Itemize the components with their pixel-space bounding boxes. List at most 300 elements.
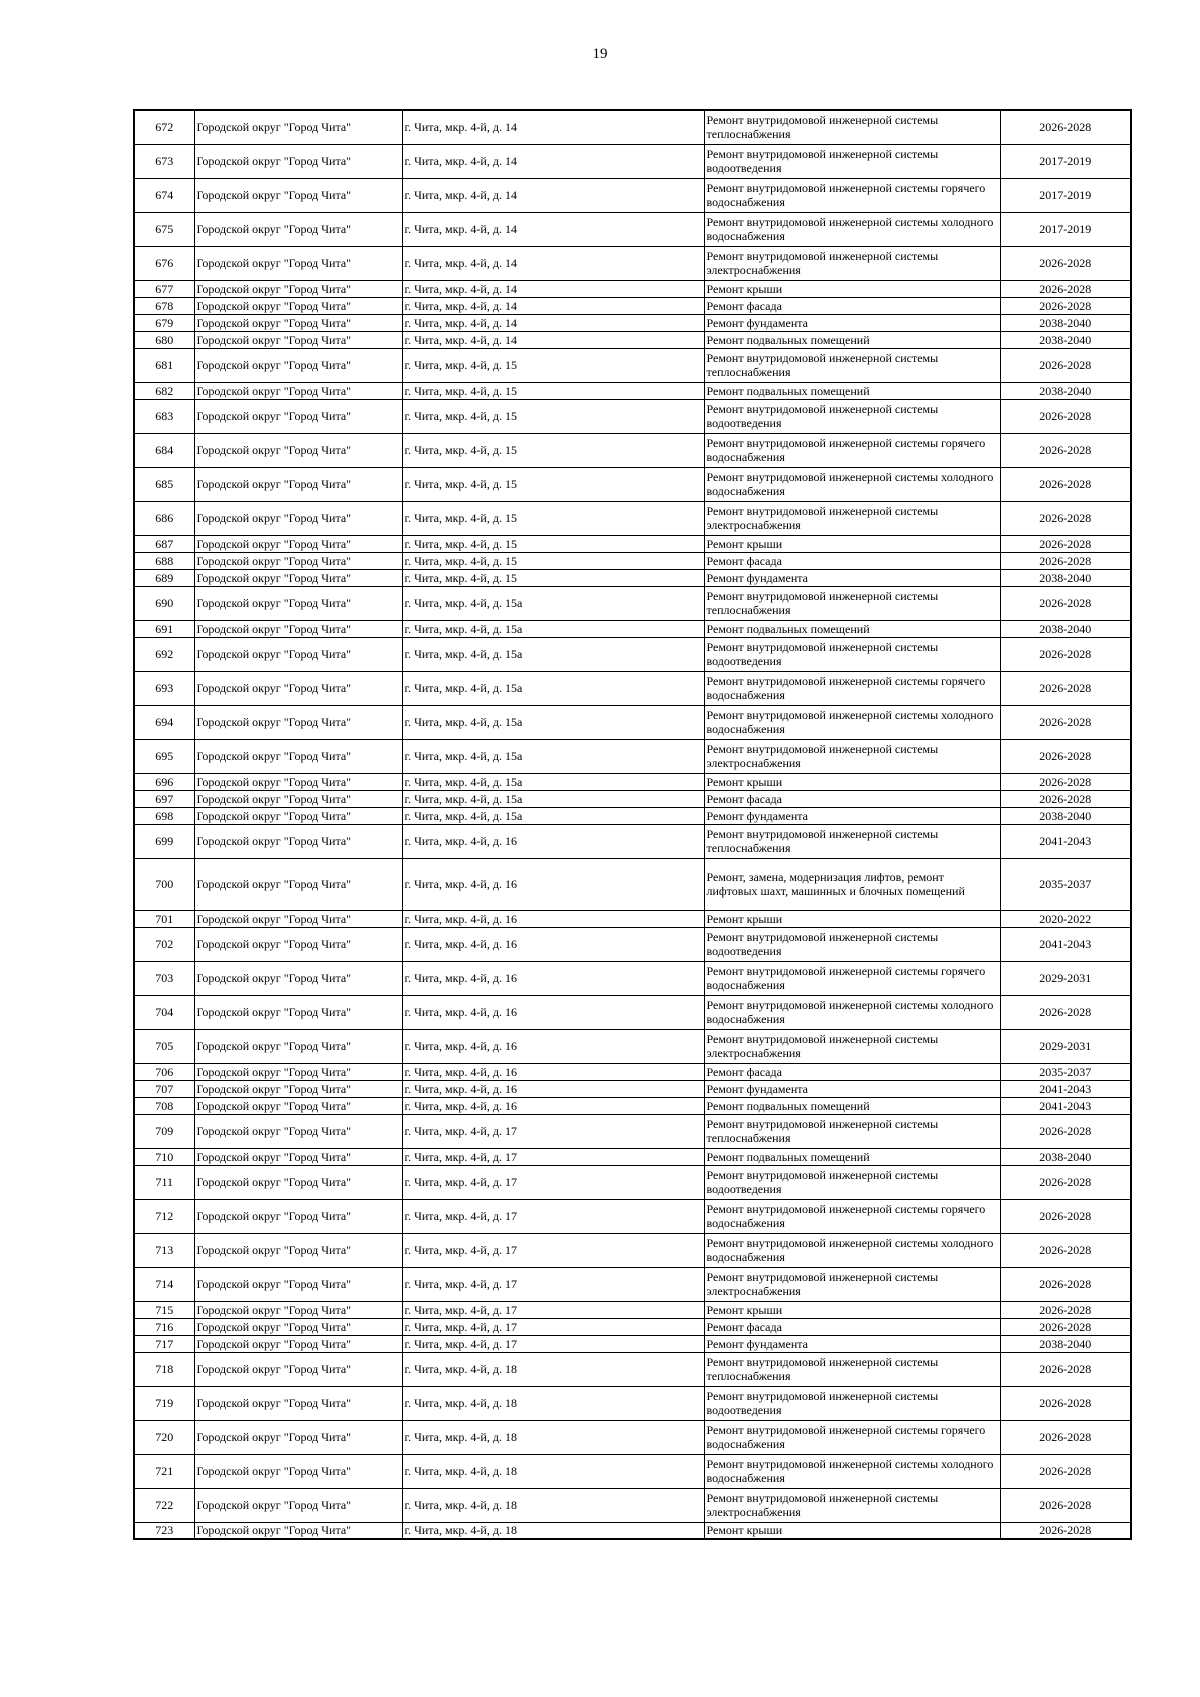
work-type-cell: Ремонт внутридомовой инженерной системы электроснабжения bbox=[704, 1488, 1000, 1522]
address-cell: г. Чита, мкр. 4-й, д. 14 bbox=[402, 212, 704, 246]
municipality-cell: Городской округ "Город Чита" bbox=[194, 144, 402, 178]
row-number-cell: 699 bbox=[134, 824, 194, 858]
work-type-cell: Ремонт крыши bbox=[704, 1522, 1000, 1539]
municipality-cell: Городской округ "Город Чита" bbox=[194, 807, 402, 824]
municipality-cell: Городской округ "Город Чита" bbox=[194, 739, 402, 773]
table-row bbox=[134, 1522, 1131, 1539]
period-cell: 2026-2028 bbox=[1000, 297, 1131, 314]
row-number-cell: 718 bbox=[134, 1352, 194, 1386]
period-cell: 2026-2028 bbox=[1000, 586, 1131, 620]
address-cell: г. Чита, мкр. 4-й, д. 14 bbox=[402, 110, 704, 144]
table-row bbox=[134, 382, 1131, 399]
address-cell: г. Чита, мкр. 4-й, д. 14 bbox=[402, 297, 704, 314]
period-cell: 2038-2040 bbox=[1000, 331, 1131, 348]
table-row bbox=[134, 348, 1131, 382]
period-cell: 2041-2043 bbox=[1000, 1097, 1131, 1114]
period-cell: 2026-2028 bbox=[1000, 1114, 1131, 1148]
period-cell: 2038-2040 bbox=[1000, 1335, 1131, 1352]
work-type-cell: Ремонт фасада bbox=[704, 297, 1000, 314]
municipality-cell: Городской округ "Город Чита" bbox=[194, 178, 402, 212]
municipality-cell: Городской округ "Город Чита" bbox=[194, 1488, 402, 1522]
address-cell: г. Чита, мкр. 4-й, д. 14 bbox=[402, 246, 704, 280]
address-cell: г. Чита, мкр. 4-й, д. 15а bbox=[402, 620, 704, 637]
municipality-cell: Городской округ "Город Чита" bbox=[194, 246, 402, 280]
address-cell: г. Чита, мкр. 4-й, д. 15а bbox=[402, 705, 704, 739]
work-type-cell: Ремонт внутридомовой инженерной системы холодного водоснабжения bbox=[704, 467, 1000, 501]
row-number-cell: 714 bbox=[134, 1267, 194, 1301]
work-type-cell: Ремонт крыши bbox=[704, 535, 1000, 552]
table-row bbox=[134, 280, 1131, 297]
work-type-cell: Ремонт фасада bbox=[704, 552, 1000, 569]
work-type-cell: Ремонт внутридомовой инженерной системы теплоснабжения bbox=[704, 586, 1000, 620]
period-cell: 2038-2040 bbox=[1000, 807, 1131, 824]
work-type-cell: Ремонт внутридомовой инженерной системы горячего водоснабжения bbox=[704, 961, 1000, 995]
municipality-cell: Городской округ "Город Чита" bbox=[194, 1522, 402, 1539]
row-number-cell: 673 bbox=[134, 144, 194, 178]
address-cell: г. Чита, мкр. 4-й, д. 18 bbox=[402, 1454, 704, 1488]
period-cell: 2017-2019 bbox=[1000, 178, 1131, 212]
table-row bbox=[134, 671, 1131, 705]
row-number-cell: 682 bbox=[134, 382, 194, 399]
period-cell: 2029-2031 bbox=[1000, 961, 1131, 995]
row-number-cell: 694 bbox=[134, 705, 194, 739]
row-number-cell: 700 bbox=[134, 858, 194, 910]
table-row bbox=[134, 739, 1131, 773]
period-cell: 2026-2028 bbox=[1000, 790, 1131, 807]
table-row bbox=[134, 927, 1131, 961]
row-number-cell: 717 bbox=[134, 1335, 194, 1352]
period-cell: 2041-2043 bbox=[1000, 824, 1131, 858]
work-type-cell: Ремонт внутридомовой инженерной системы электроснабжения bbox=[704, 1267, 1000, 1301]
municipality-cell: Городской округ "Город Чита" bbox=[194, 705, 402, 739]
table-row bbox=[134, 1301, 1131, 1318]
row-number-cell: 683 bbox=[134, 399, 194, 433]
address-cell: г. Чита, мкр. 4-й, д. 16 bbox=[402, 1097, 704, 1114]
table-row bbox=[134, 467, 1131, 501]
municipality-cell: Городской округ "Город Чита" bbox=[194, 382, 402, 399]
period-cell: 2017-2019 bbox=[1000, 212, 1131, 246]
work-type-cell: Ремонт внутридомовой инженерной системы горячего водоснабжения bbox=[704, 1420, 1000, 1454]
table-row bbox=[134, 910, 1131, 927]
address-cell: г. Чита, мкр. 4-й, д. 14 bbox=[402, 331, 704, 348]
address-cell: г. Чита, мкр. 4-й, д. 15 bbox=[402, 433, 704, 467]
work-type-cell: Ремонт внутридомовой инженерной системы водоотведения bbox=[704, 144, 1000, 178]
municipality-cell: Городской округ "Город Чита" bbox=[194, 1386, 402, 1420]
row-number-cell: 678 bbox=[134, 297, 194, 314]
address-cell: г. Чита, мкр. 4-й, д. 16 bbox=[402, 995, 704, 1029]
address-cell: г. Чита, мкр. 4-й, д. 15а bbox=[402, 671, 704, 705]
work-type-cell: Ремонт внутридомовой инженерной системы холодного водоснабжения bbox=[704, 212, 1000, 246]
row-number-cell: 697 bbox=[134, 790, 194, 807]
table-row bbox=[134, 1488, 1131, 1522]
period-cell: 2026-2028 bbox=[1000, 467, 1131, 501]
municipality-cell: Городской округ "Город Чита" bbox=[194, 824, 402, 858]
address-cell: г. Чита, мкр. 4-й, д. 18 bbox=[402, 1522, 704, 1539]
row-number-cell: 674 bbox=[134, 178, 194, 212]
address-cell: г. Чита, мкр. 4-й, д. 18 bbox=[402, 1488, 704, 1522]
municipality-cell: Городской округ "Город Чита" bbox=[194, 280, 402, 297]
table-row bbox=[134, 212, 1131, 246]
row-number-cell: 672 bbox=[134, 110, 194, 144]
municipality-cell: Городской округ "Город Чита" bbox=[194, 314, 402, 331]
address-cell: г. Чита, мкр. 4-й, д. 17 bbox=[402, 1233, 704, 1267]
row-number-cell: 715 bbox=[134, 1301, 194, 1318]
table-row bbox=[134, 1199, 1131, 1233]
municipality-cell: Городской округ "Город Чита" bbox=[194, 586, 402, 620]
period-cell: 2026-2028 bbox=[1000, 535, 1131, 552]
table-row bbox=[134, 433, 1131, 467]
municipality-cell: Городской округ "Город Чита" bbox=[194, 1318, 402, 1335]
table-body bbox=[134, 110, 1131, 1539]
table-row bbox=[134, 1063, 1131, 1080]
municipality-cell: Городской округ "Город Чита" bbox=[194, 961, 402, 995]
row-number-cell: 693 bbox=[134, 671, 194, 705]
work-type-cell: Ремонт крыши bbox=[704, 280, 1000, 297]
address-cell: г. Чита, мкр. 4-й, д. 16 bbox=[402, 961, 704, 995]
municipality-cell: Городской округ "Город Чита" bbox=[194, 1233, 402, 1267]
address-cell: г. Чита, мкр. 4-й, д. 15 bbox=[402, 382, 704, 399]
table-row bbox=[134, 1097, 1131, 1114]
municipality-cell: Городской округ "Город Чита" bbox=[194, 110, 402, 144]
period-cell: 2026-2028 bbox=[1000, 1199, 1131, 1233]
row-number-cell: 680 bbox=[134, 331, 194, 348]
table-row bbox=[134, 773, 1131, 790]
municipality-cell: Городской округ "Город Чита" bbox=[194, 858, 402, 910]
work-type-cell: Ремонт внутридомовой инженерной системы теплоснабжения bbox=[704, 824, 1000, 858]
work-type-cell: Ремонт крыши bbox=[704, 910, 1000, 927]
table-row bbox=[134, 1233, 1131, 1267]
address-cell: г. Чита, мкр. 4-й, д. 15а bbox=[402, 637, 704, 671]
work-type-cell: Ремонт фундамента bbox=[704, 1335, 1000, 1352]
municipality-cell: Городской округ "Город Чита" bbox=[194, 671, 402, 705]
municipality-cell: Городской округ "Город Чита" bbox=[194, 1114, 402, 1148]
work-type-cell: Ремонт внутридомовой инженерной системы горячего водоснабжения bbox=[704, 178, 1000, 212]
municipality-cell: Городской округ "Город Чита" bbox=[194, 1199, 402, 1233]
address-cell: г. Чита, мкр. 4-й, д. 16 bbox=[402, 858, 704, 910]
table-row bbox=[134, 858, 1131, 910]
period-cell: 2038-2040 bbox=[1000, 1148, 1131, 1165]
period-cell: 2026-2028 bbox=[1000, 110, 1131, 144]
municipality-cell: Городской округ "Город Чита" bbox=[194, 995, 402, 1029]
period-cell: 2038-2040 bbox=[1000, 314, 1131, 331]
table-row bbox=[134, 297, 1131, 314]
municipality-cell: Городской округ "Город Чита" bbox=[194, 1267, 402, 1301]
row-number-cell: 691 bbox=[134, 620, 194, 637]
row-number-cell: 676 bbox=[134, 246, 194, 280]
table-row bbox=[134, 586, 1131, 620]
work-type-cell: Ремонт внутридомовой инженерной системы водоотведения bbox=[704, 637, 1000, 671]
table-row bbox=[134, 552, 1131, 569]
table-row bbox=[134, 1454, 1131, 1488]
work-type-cell: Ремонт подвальных помещений bbox=[704, 1097, 1000, 1114]
work-type-cell: Ремонт внутридомовой инженерной системы электроснабжения bbox=[704, 739, 1000, 773]
address-cell: г. Чита, мкр. 4-й, д. 17 bbox=[402, 1301, 704, 1318]
address-cell: г. Чита, мкр. 4-й, д. 16 bbox=[402, 1080, 704, 1097]
table-row bbox=[134, 824, 1131, 858]
work-type-cell: Ремонт внутридомовой инженерной системы холодного водоснабжения bbox=[704, 1454, 1000, 1488]
work-type-cell: Ремонт внутридомовой инженерной системы горячего водоснабжения bbox=[704, 433, 1000, 467]
row-number-cell: 677 bbox=[134, 280, 194, 297]
address-cell: г. Чита, мкр. 4-й, д. 17 bbox=[402, 1165, 704, 1199]
period-cell: 2026-2028 bbox=[1000, 1454, 1131, 1488]
work-type-cell: Ремонт фундамента bbox=[704, 569, 1000, 586]
period-cell: 2026-2028 bbox=[1000, 995, 1131, 1029]
table-row bbox=[134, 246, 1131, 280]
period-cell: 2041-2043 bbox=[1000, 927, 1131, 961]
address-cell: г. Чита, мкр. 4-й, д. 14 bbox=[402, 144, 704, 178]
row-number-cell: 707 bbox=[134, 1080, 194, 1097]
row-number-cell: 695 bbox=[134, 739, 194, 773]
table-row bbox=[134, 1352, 1131, 1386]
period-cell: 2026-2028 bbox=[1000, 1267, 1131, 1301]
address-cell: г. Чита, мкр. 4-й, д. 16 bbox=[402, 927, 704, 961]
period-cell: 2026-2028 bbox=[1000, 1318, 1131, 1335]
municipality-cell: Городской округ "Город Чита" bbox=[194, 1335, 402, 1352]
municipality-cell: Городской округ "Город Чита" bbox=[194, 433, 402, 467]
municipality-cell: Городской округ "Город Чита" bbox=[194, 1454, 402, 1488]
work-type-cell: Ремонт подвальных помещений bbox=[704, 620, 1000, 637]
period-cell: 2026-2028 bbox=[1000, 1352, 1131, 1386]
row-number-cell: 689 bbox=[134, 569, 194, 586]
period-cell: 2026-2028 bbox=[1000, 399, 1131, 433]
period-cell: 2020-2022 bbox=[1000, 910, 1131, 927]
period-cell: 2038-2040 bbox=[1000, 569, 1131, 586]
table-row bbox=[134, 995, 1131, 1029]
work-type-cell: Ремонт крыши bbox=[704, 1301, 1000, 1318]
work-type-cell: Ремонт внутридомовой инженерной системы водоотведения bbox=[704, 1386, 1000, 1420]
work-type-cell: Ремонт внутридомовой инженерной системы теплоснабжения bbox=[704, 348, 1000, 382]
period-cell: 2017-2019 bbox=[1000, 144, 1131, 178]
municipality-cell: Городской округ "Город Чита" bbox=[194, 1165, 402, 1199]
municipality-cell: Городской округ "Город Чита" bbox=[194, 467, 402, 501]
table-row bbox=[134, 535, 1131, 552]
row-number-cell: 696 bbox=[134, 773, 194, 790]
page-number: 19 bbox=[592, 46, 608, 62]
address-cell: г. Чита, мкр. 4-й, д. 17 bbox=[402, 1335, 704, 1352]
period-cell: 2038-2040 bbox=[1000, 382, 1131, 399]
table-row bbox=[134, 144, 1131, 178]
address-cell: г. Чита, мкр. 4-й, д. 15 bbox=[402, 552, 704, 569]
row-number-cell: 684 bbox=[134, 433, 194, 467]
row-number-cell: 723 bbox=[134, 1522, 194, 1539]
municipality-cell: Городской округ "Город Чита" bbox=[194, 1063, 402, 1080]
table-row bbox=[134, 1148, 1131, 1165]
period-cell: 2038-2040 bbox=[1000, 620, 1131, 637]
table-row bbox=[134, 1114, 1131, 1148]
table-row bbox=[134, 1318, 1131, 1335]
address-cell: г. Чита, мкр. 4-й, д. 16 bbox=[402, 1063, 704, 1080]
work-type-cell: Ремонт внутридомовой инженерной системы теплоснабжения bbox=[704, 1114, 1000, 1148]
row-number-cell: 702 bbox=[134, 927, 194, 961]
municipality-cell: Городской округ "Город Чита" bbox=[194, 399, 402, 433]
work-type-cell: Ремонт фундамента bbox=[704, 1080, 1000, 1097]
period-cell: 2026-2028 bbox=[1000, 705, 1131, 739]
period-cell: 2026-2028 bbox=[1000, 773, 1131, 790]
address-cell: г. Чита, мкр. 4-й, д. 17 bbox=[402, 1267, 704, 1301]
row-number-cell: 716 bbox=[134, 1318, 194, 1335]
work-type-cell: Ремонт внутридомовой инженерной системы теплоснабжения bbox=[704, 110, 1000, 144]
table-row bbox=[134, 1267, 1131, 1301]
work-type-cell: Ремонт внутридомовой инженерной системы горячего водоснабжения bbox=[704, 671, 1000, 705]
table-row bbox=[134, 790, 1131, 807]
municipality-cell: Городской округ "Город Чита" bbox=[194, 1097, 402, 1114]
municipality-cell: Городской округ "Город Чита" bbox=[194, 1029, 402, 1063]
row-number-cell: 722 bbox=[134, 1488, 194, 1522]
row-number-cell: 687 bbox=[134, 535, 194, 552]
row-number-cell: 720 bbox=[134, 1420, 194, 1454]
period-cell: 2035-2037 bbox=[1000, 858, 1131, 910]
work-type-cell: Ремонт фасада bbox=[704, 1318, 1000, 1335]
address-cell: г. Чита, мкр. 4-й, д. 15а bbox=[402, 739, 704, 773]
row-number-cell: 703 bbox=[134, 961, 194, 995]
municipality-cell: Городской округ "Город Чита" bbox=[194, 910, 402, 927]
municipality-cell: Городской округ "Город Чита" bbox=[194, 552, 402, 569]
row-number-cell: 706 bbox=[134, 1063, 194, 1080]
row-number-cell: 698 bbox=[134, 807, 194, 824]
row-number-cell: 711 bbox=[134, 1165, 194, 1199]
address-cell: г. Чита, мкр. 4-й, д. 17 bbox=[402, 1114, 704, 1148]
table-row bbox=[134, 807, 1131, 824]
address-cell: г. Чита, мкр. 4-й, д. 15 bbox=[402, 467, 704, 501]
row-number-cell: 692 bbox=[134, 637, 194, 671]
address-cell: г. Чита, мкр. 4-й, д. 16 bbox=[402, 1029, 704, 1063]
row-number-cell: 675 bbox=[134, 212, 194, 246]
municipality-cell: Городской округ "Город Чита" bbox=[194, 1148, 402, 1165]
municipality-cell: Городской округ "Город Чита" bbox=[194, 1420, 402, 1454]
municipality-cell: Городской округ "Город Чита" bbox=[194, 773, 402, 790]
address-cell: г. Чита, мкр. 4-й, д. 15 bbox=[402, 569, 704, 586]
period-cell: 2026-2028 bbox=[1000, 552, 1131, 569]
row-number-cell: 710 bbox=[134, 1148, 194, 1165]
period-cell: 2026-2028 bbox=[1000, 1488, 1131, 1522]
period-cell: 2026-2028 bbox=[1000, 433, 1131, 467]
row-number-cell: 708 bbox=[134, 1097, 194, 1114]
table-row bbox=[134, 178, 1131, 212]
table-row bbox=[134, 961, 1131, 995]
work-type-cell: Ремонт внутридомовой инженерной системы электроснабжения bbox=[704, 501, 1000, 535]
row-number-cell: 701 bbox=[134, 910, 194, 927]
municipality-cell: Городской округ "Город Чита" bbox=[194, 1080, 402, 1097]
period-cell: 2035-2037 bbox=[1000, 1063, 1131, 1080]
address-cell: г. Чита, мкр. 4-й, д. 16 bbox=[402, 824, 704, 858]
row-number-cell: 685 bbox=[134, 467, 194, 501]
work-type-cell: Ремонт фундамента bbox=[704, 314, 1000, 331]
address-cell: г. Чита, мкр. 4-й, д. 15 bbox=[402, 348, 704, 382]
period-cell: 2026-2028 bbox=[1000, 1420, 1131, 1454]
municipality-cell: Городской округ "Город Чита" bbox=[194, 331, 402, 348]
work-type-cell: Ремонт, замена, модернизация лифтов, ремонт лифтовых шахт, машинных и блочных помещений bbox=[704, 858, 1000, 910]
address-cell: г. Чита, мкр. 4-й, д. 15 bbox=[402, 399, 704, 433]
work-type-cell: Ремонт внутридомовой инженерной системы водоотведения bbox=[704, 1165, 1000, 1199]
address-cell: г. Чита, мкр. 4-й, д. 18 bbox=[402, 1352, 704, 1386]
row-number-cell: 688 bbox=[134, 552, 194, 569]
work-type-cell: Ремонт внутридомовой инженерной системы холодного водоснабжения bbox=[704, 995, 1000, 1029]
table-row bbox=[134, 1029, 1131, 1063]
period-cell: 2026-2028 bbox=[1000, 1165, 1131, 1199]
period-cell: 2026-2028 bbox=[1000, 671, 1131, 705]
table-row bbox=[134, 1386, 1131, 1420]
address-cell: г. Чита, мкр. 4-й, д. 17 bbox=[402, 1318, 704, 1335]
work-type-cell: Ремонт подвальных помещений bbox=[704, 331, 1000, 348]
municipality-cell: Городской округ "Город Чита" bbox=[194, 501, 402, 535]
municipality-cell: Городской округ "Город Чита" bbox=[194, 790, 402, 807]
municipality-cell: Городской округ "Город Чита" bbox=[194, 535, 402, 552]
address-cell: г. Чита, мкр. 4-й, д. 15а bbox=[402, 773, 704, 790]
row-number-cell: 712 bbox=[134, 1199, 194, 1233]
work-type-cell: Ремонт внутридомовой инженерной системы теплоснабжения bbox=[704, 1352, 1000, 1386]
address-cell: г. Чита, мкр. 4-й, д. 17 bbox=[402, 1148, 704, 1165]
table-row bbox=[134, 620, 1131, 637]
repair-schedule-table bbox=[133, 109, 1132, 1540]
work-type-cell: Ремонт подвальных помещений bbox=[704, 382, 1000, 399]
work-type-cell: Ремонт подвальных помещений bbox=[704, 1148, 1000, 1165]
work-type-cell: Ремонт внутридомовой инженерной системы электроснабжения bbox=[704, 1029, 1000, 1063]
row-number-cell: 719 bbox=[134, 1386, 194, 1420]
work-type-cell: Ремонт внутридомовой инженерной системы горячего водоснабжения bbox=[704, 1199, 1000, 1233]
table-row bbox=[134, 1080, 1131, 1097]
row-number-cell: 721 bbox=[134, 1454, 194, 1488]
table-row bbox=[134, 1335, 1131, 1352]
table-row bbox=[134, 569, 1131, 586]
period-cell: 2026-2028 bbox=[1000, 246, 1131, 280]
address-cell: г. Чита, мкр. 4-й, д. 14 bbox=[402, 178, 704, 212]
municipality-cell: Городской округ "Город Чита" bbox=[194, 297, 402, 314]
work-type-cell: Ремонт внутридомовой инженерной системы электроснабжения bbox=[704, 246, 1000, 280]
municipality-cell: Городской округ "Город Чита" bbox=[194, 212, 402, 246]
period-cell: 2026-2028 bbox=[1000, 637, 1131, 671]
address-cell: г. Чита, мкр. 4-й, д. 18 bbox=[402, 1386, 704, 1420]
period-cell: 2026-2028 bbox=[1000, 280, 1131, 297]
row-number-cell: 709 bbox=[134, 1114, 194, 1148]
work-type-cell: Ремонт внутридомовой инженерной системы холодного водоснабжения bbox=[704, 1233, 1000, 1267]
row-number-cell: 705 bbox=[134, 1029, 194, 1063]
period-cell: 2029-2031 bbox=[1000, 1029, 1131, 1063]
table-row bbox=[134, 1165, 1131, 1199]
address-cell: г. Чита, мкр. 4-й, д. 15а bbox=[402, 586, 704, 620]
address-cell: г. Чита, мкр. 4-й, д. 16 bbox=[402, 910, 704, 927]
table-row bbox=[134, 110, 1131, 144]
period-cell: 2026-2028 bbox=[1000, 348, 1131, 382]
municipality-cell: Городской округ "Город Чита" bbox=[194, 1301, 402, 1318]
period-cell: 2026-2028 bbox=[1000, 1522, 1131, 1539]
row-number-cell: 690 bbox=[134, 586, 194, 620]
municipality-cell: Городской округ "Город Чита" bbox=[194, 348, 402, 382]
table-row bbox=[134, 637, 1131, 671]
row-number-cell: 704 bbox=[134, 995, 194, 1029]
municipality-cell: Городской округ "Город Чита" bbox=[194, 637, 402, 671]
table-row bbox=[134, 1420, 1131, 1454]
period-cell: 2041-2043 bbox=[1000, 1080, 1131, 1097]
work-type-cell: Ремонт внутридомовой инженерной системы водоотведения bbox=[704, 927, 1000, 961]
period-cell: 2026-2028 bbox=[1000, 501, 1131, 535]
address-cell: г. Чита, мкр. 4-й, д. 18 bbox=[402, 1420, 704, 1454]
row-number-cell: 686 bbox=[134, 501, 194, 535]
municipality-cell: Городской округ "Город Чита" bbox=[194, 569, 402, 586]
address-cell: г. Чита, мкр. 4-й, д. 15а bbox=[402, 807, 704, 824]
period-cell: 2026-2028 bbox=[1000, 1301, 1131, 1318]
address-cell: г. Чита, мкр. 4-й, д. 14 bbox=[402, 280, 704, 297]
period-cell: 2026-2028 bbox=[1000, 1233, 1131, 1267]
period-cell: 2026-2028 bbox=[1000, 739, 1131, 773]
work-type-cell: Ремонт внутридомовой инженерной системы водоотведения bbox=[704, 399, 1000, 433]
work-type-cell: Ремонт фасада bbox=[704, 790, 1000, 807]
row-number-cell: 713 bbox=[134, 1233, 194, 1267]
address-cell: г. Чита, мкр. 4-й, д. 15 bbox=[402, 535, 704, 552]
work-type-cell: Ремонт фундамента bbox=[704, 807, 1000, 824]
municipality-cell: Городской округ "Город Чита" bbox=[194, 620, 402, 637]
municipality-cell: Городской округ "Город Чита" bbox=[194, 927, 402, 961]
table-row bbox=[134, 501, 1131, 535]
